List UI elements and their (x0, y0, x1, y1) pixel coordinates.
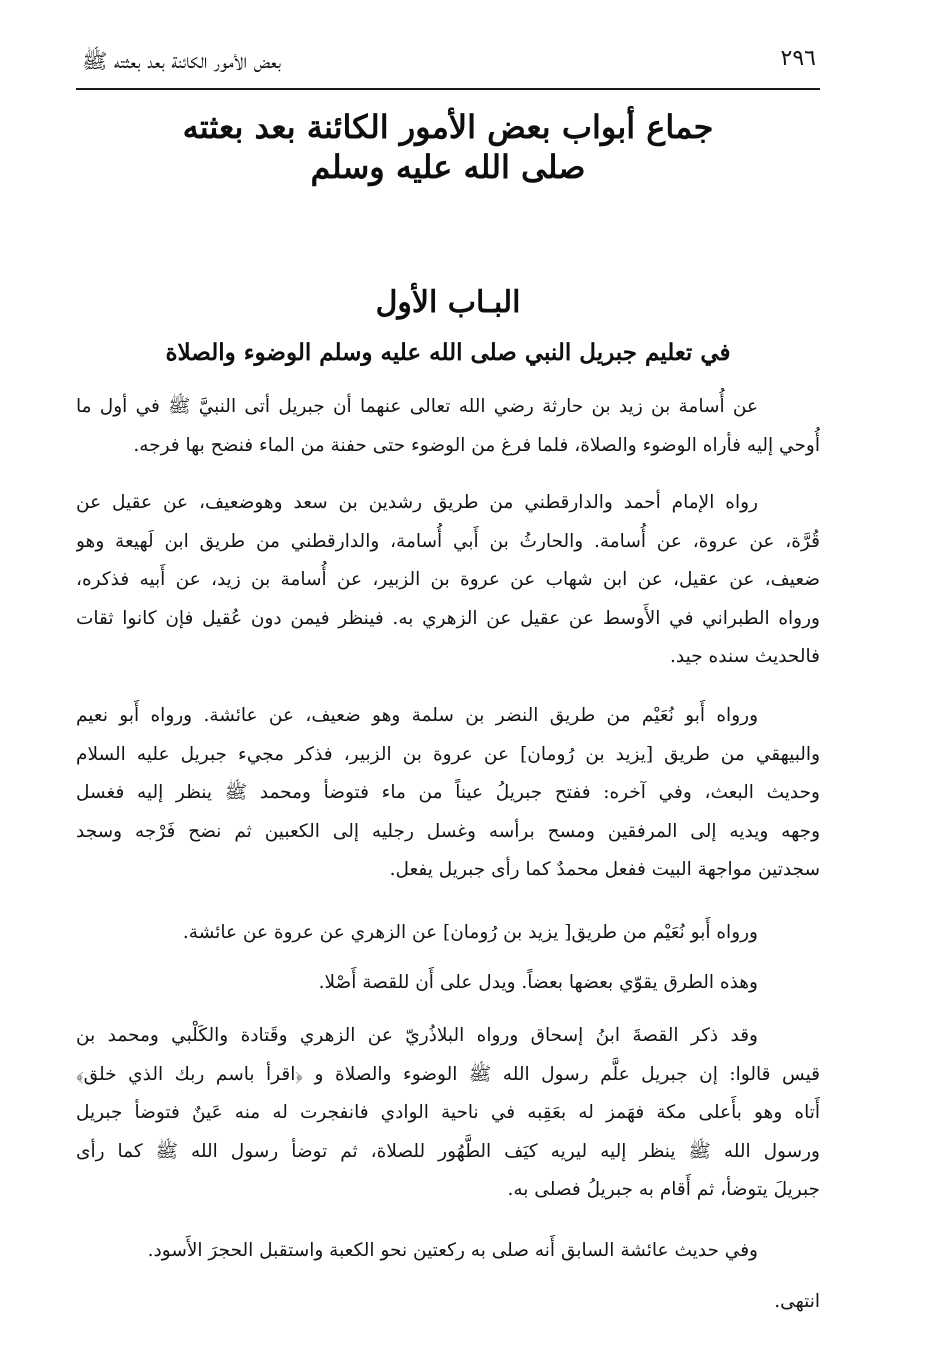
paragraph-ibn-ishaq (76, 1017, 820, 1210)
text-line: ورواه الطبراني في الأَوسط عن عقيل عن الزهري به. فينظر فيمن دون عُقيل فإن كانوا ثقات (76, 607, 820, 629)
text-line: فالحديث سنده جيد. (670, 646, 820, 668)
page-header (76, 44, 820, 90)
page-number: ٢٩٦ (780, 46, 816, 71)
text-line: انتهى. (774, 1291, 820, 1312)
chapter-subtitle: في تعليم جبريل النبي صلى الله عليه وسلم الوضوء والصلاة (165, 339, 731, 366)
main-title-line2: صلى الله عليه وسلم (310, 148, 586, 186)
text-line: ورواه أَبو نُعَيْم من طريق[ يزيد بن رُومان] عن الزهري عن عروة عن عائشة. (182, 922, 758, 943)
paragraph-narration-short (76, 914, 820, 953)
text-line: والبيهقي من طريق [يزيد بن رُومان] عن عروة بن الزبير، فذكر مجيء جبريل عليه السلام (76, 743, 820, 765)
text-line: جبريلَ يتوضأ، ثم أَقام به جبريلُ فصلى به. (507, 1179, 820, 1201)
text-line: وفي حديث عائشة السابق أَنه صلى به ركعتين نحو الكعبة واستقبل الحجرَ الأَسود. (147, 1240, 758, 1261)
text-line: ورواه أَبو نُعَيْم من طريق النضر بن سلمة وهو ضعيف، عن عائشة. ورواه أَبو نعيم (76, 705, 758, 726)
text-line: عن أُسامة بن زيد بن حارثة رضي الله تعالى عنهما أن جبريل أتى النبيَّ ﷺ في أول ما (76, 396, 758, 417)
paragraph-narration-ahmad (76, 484, 820, 677)
paragraph-aisha (76, 1232, 820, 1271)
running-title: بعض الأمور الكائنة بعد بعثته ﷺ (82, 49, 282, 73)
text-line: وجهه ويديه إلى المرفقين ومسح برأسه وغسل رجليه إلى الكعبين ثم نضح فَرْجه وسجد (76, 820, 820, 842)
text-line: أَتاه وهو بأَعلى مكة فهَمز له بعَقِبه في ناحية الوادي فانفجرت له منه عَينٌ فتوضأ جبريل (76, 1102, 820, 1124)
text-line: أُوحي إليه فأراه الوضوء والصلاة، فلما فرغ من الوضوء حتى حفنة من الماء فنضح بها فرجه. (133, 434, 820, 456)
text-line: وحديث البعث، وفي آخره: ففتح جبريلُ عيناً من ماء فتوضأ ومحمد ﷺ ينظر إليه فغسل (76, 782, 820, 804)
text-line: وهذه الطرق يقوّي بعضها بعضاً. ويدل على أَن للقصة أَصْلا. (318, 972, 758, 993)
text-line: قُرَّة، عن عروة، عن أُسامة. والحارثُ بن أَبي أُسامة، والدارقطني من طريق ابن لَهيعة وهو (76, 530, 820, 552)
text-line: سجدتين مواجهة البيت ففعل محمدٌ كما رأى جبريل يفعل. (389, 859, 820, 881)
main-title-line1: جماع أبواب بعض الأمور الكائنة بعد بعثته (182, 108, 714, 146)
chapter-title: البـاب الأول (375, 285, 521, 320)
text-line: قيس قالوا: إن جبريل علَّم رسول الله ﷺ الوضوء والصلاة و ﴿اقرأ باسم ربك الذي خلق﴾ (76, 1063, 820, 1085)
paragraph-narration-abu-nuaym (76, 697, 820, 890)
paragraph-end (76, 1283, 820, 1322)
text-line: رواه الإمام أحمد والدارقطني من طريق رشدين بن سعد وهوضعيف، عن عقيل عن (76, 492, 758, 513)
text-line: ورسول الله ﷺ ينظر إليه ليريه كيَف الطَّهُور للصلاة، ثم توضأ رسول الله ﷺ كما رأى (76, 1140, 820, 1162)
text-line: ضعيف، عن عقيل، عن ابن شهاب عن عروة بن الزبير، عن أُسامة بن زيد، عن أَبيه فذكره، (76, 569, 820, 591)
text-line: وقد ذكر القصةَ ابنُ إسحاق ورواه البلاذُريّ عن الزهري وقَتادة والكَلْبي ومحمد بن (76, 1025, 758, 1046)
paragraph-hadith (76, 388, 820, 465)
paragraph-grading (76, 964, 820, 1003)
